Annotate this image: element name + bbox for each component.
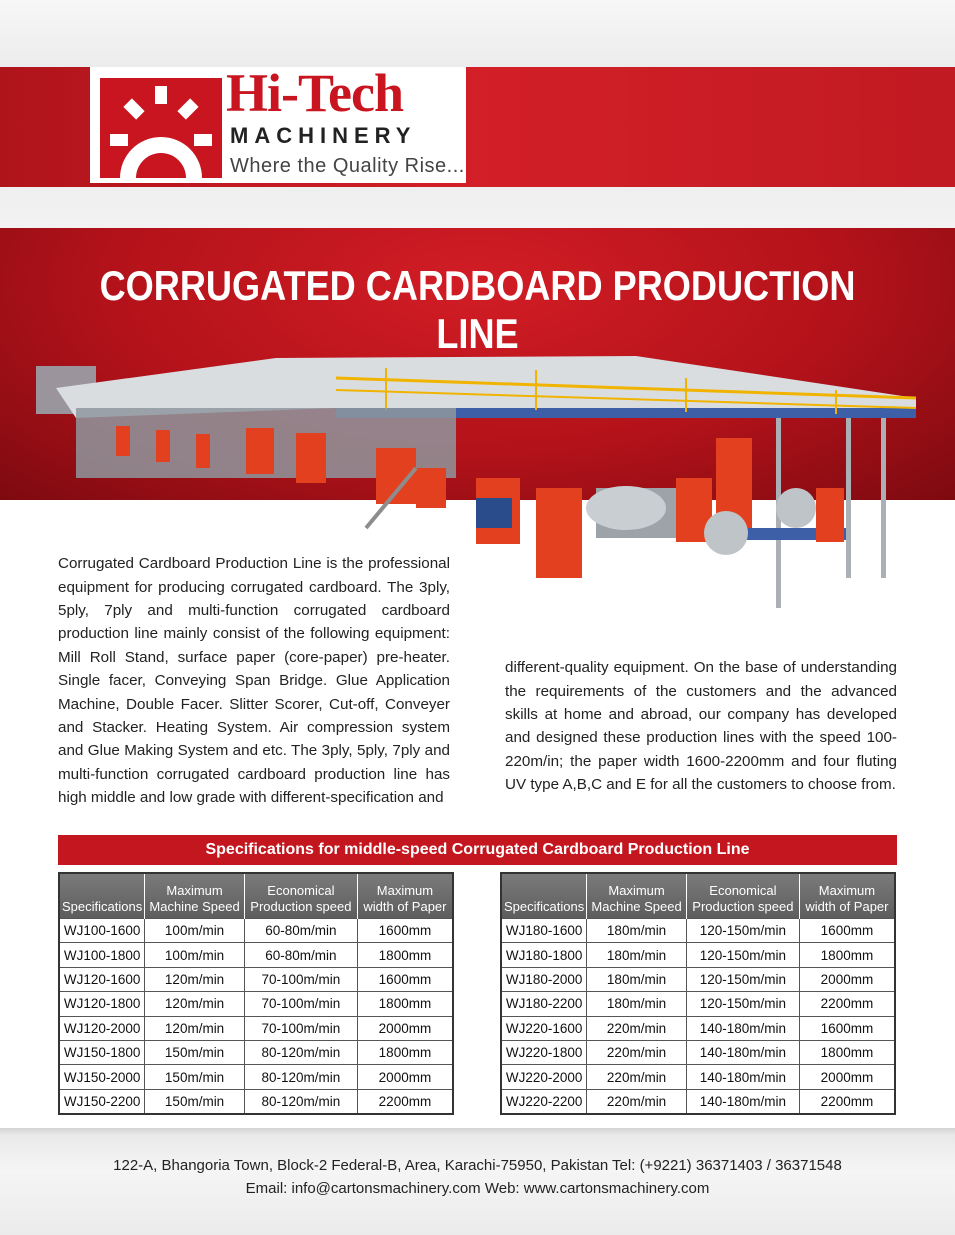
table-cell: 60-80m/min [244, 919, 357, 943]
table-cell: WJ220-1600 [501, 1016, 587, 1040]
page-title: CORRUGATED CARDBOARD PRODUCTION LINE [99, 262, 856, 357]
table-cell: 1600mm [799, 919, 895, 943]
table-row [59, 1065, 453, 1089]
table-cell: WJ100-1600 [59, 919, 145, 943]
table-cell: 120m/min [145, 992, 245, 1016]
table-cell: 180m/min [587, 992, 687, 1016]
table-cell: WJ150-2000 [59, 1065, 145, 1089]
table-cell: WJ220-1800 [501, 1040, 587, 1064]
table-cell: 70-100m/min [244, 992, 357, 1016]
table-cell: WJ180-2000 [501, 967, 587, 991]
brand-name: Hi-Tech [226, 63, 404, 123]
table-row [59, 943, 453, 967]
brand-tagline: Where the Quality Rise... [230, 155, 465, 177]
table-cell: 70-100m/min [244, 1016, 357, 1040]
brand-subtitle: MACHINERY [230, 123, 417, 148]
table-cell: 100m/min [145, 919, 245, 943]
table-cell: 70-100m/min [244, 967, 357, 991]
spec-table-left [58, 872, 454, 1115]
table-cell: 80-120m/min [244, 1065, 357, 1089]
table-row [59, 967, 453, 991]
table-cell: 2000mm [799, 967, 895, 991]
table-row [59, 992, 453, 1016]
table-row [501, 967, 895, 991]
footer-address: 122-A, Bhangoria Town, Block-2 Federal-B, Area, Karachi-75950, Pakistan Tel: (+9221) 36371403 / 36371548 [113, 1157, 842, 1174]
table-cell: 60-80m/min [244, 943, 357, 967]
table-cell: 120-150m/min [686, 943, 799, 967]
table-cell: 220m/min [587, 1040, 687, 1064]
table-cell: 120-150m/min [686, 992, 799, 1016]
table-cell: 150m/min [145, 1089, 245, 1114]
table-row [501, 1040, 895, 1064]
table-cell: 180m/min [587, 919, 687, 943]
col-header-paper-width: Maximum width of Paper [799, 873, 895, 919]
spec-section-title: Specifications for middle-speed Corrugated Cardboard Production Line [58, 835, 897, 865]
table-cell: 220m/min [587, 1089, 687, 1114]
table-row [501, 1016, 895, 1040]
table-cell: 120m/min [145, 1016, 245, 1040]
table-cell: 220m/min [587, 1065, 687, 1089]
intro-paragraph-2: different-quality equipment. On the base of understanding the requirements of the customers and the advanced skills at home and abroad, our company has developed and designed these production lines with the speed 100-220m/in; the paper width 1600-2200mm and four fluting UV type A,B,C and E for all the customers to choose from. [505, 659, 897, 794]
table-row [501, 992, 895, 1016]
table-cell: 180m/min [587, 967, 687, 991]
table-cell: WJ100-1800 [59, 943, 145, 967]
table-cell: WJ180-2200 [501, 992, 587, 1016]
table-cell: 2000mm [357, 1016, 453, 1040]
table-cell: WJ150-1800 [59, 1040, 145, 1064]
spec-table-right [500, 872, 896, 1115]
table-cell: WJ120-2000 [59, 1016, 145, 1040]
table-cell: 2200mm [799, 1089, 895, 1114]
table-row [59, 1040, 453, 1064]
col-header-max-speed: Maximum Machine Speed [145, 873, 245, 919]
table-row [59, 919, 453, 943]
table-cell: 2200mm [357, 1089, 453, 1114]
col-header-spec: Specifications [501, 873, 587, 919]
table-cell: 140-180m/min [686, 1089, 799, 1114]
intro-paragraph-1: Corrugated Cardboard Production Line is the professional equipment for producing corrugated cardboard. The 3ply, 5ply, 7ply and multi-function corrugated cardboard production line mainly consist of the following equipment: Mill Roll Stand, surface paper (core-paper) pre-heater. Single facer, Conveying Span Bridge. Glue Application Machine, Double Facer. Slitter Scorer, Cut-off, Conveyer and Stacker. Heating System. Air compression system and Glue Making System and etc. The 3ply, 5ply, 7ply and multi-function corrugated cardboard production line has high middle and low grade with different-specification and [58, 555, 450, 807]
table-cell: 150m/min [145, 1040, 245, 1064]
col-header-econ-speed: Economical Production speed [686, 873, 799, 919]
table-cell: WJ180-1600 [501, 919, 587, 943]
table-row [501, 1089, 895, 1114]
table-cell: 1600mm [357, 919, 453, 943]
table-cell: 80-120m/min [244, 1089, 357, 1114]
table-cell: 1800mm [799, 1040, 895, 1064]
spec-table-right-body [501, 919, 895, 1115]
table-cell: 150m/min [145, 1065, 245, 1089]
table-cell: 1800mm [799, 943, 895, 967]
col-header-econ-speed: Economical Production speed [244, 873, 357, 919]
table-cell: 120m/min [145, 967, 245, 991]
table-cell: 1800mm [357, 1040, 453, 1064]
table-cell: 1600mm [799, 1016, 895, 1040]
table-cell: 120-150m/min [686, 967, 799, 991]
table-cell: 220m/min [587, 1016, 687, 1040]
table-row [501, 1065, 895, 1089]
table-cell: 2000mm [357, 1065, 453, 1089]
table-cell: 1600mm [357, 967, 453, 991]
table-cell: WJ120-1600 [59, 967, 145, 991]
col-header-max-speed: Maximum Machine Speed [587, 873, 687, 919]
spec-table-left-body [59, 919, 453, 1115]
table-cell: WJ150-2200 [59, 1089, 145, 1114]
table-cell: WJ120-1800 [59, 992, 145, 1016]
table-cell: 140-180m/min [686, 1016, 799, 1040]
col-header-spec: Specifications [59, 873, 145, 919]
table-row [59, 1089, 453, 1114]
col-header-paper-width: Maximum width of Paper [357, 873, 453, 919]
table-cell: 140-180m/min [686, 1065, 799, 1089]
table-cell: 1800mm [357, 992, 453, 1016]
gear-logo-icon [100, 78, 222, 178]
table-cell: 120-150m/min [686, 919, 799, 943]
table-cell: 80-120m/min [244, 1040, 357, 1064]
table-cell: 180m/min [587, 943, 687, 967]
table-row [501, 919, 895, 943]
table-cell: 140-180m/min [686, 1040, 799, 1064]
table-row [59, 1016, 453, 1040]
footer-contact: Email: info@cartonsmachinery.com Web: www.cartonsmachinery.com [245, 1180, 710, 1197]
table-row [501, 943, 895, 967]
table-cell: 1800mm [357, 943, 453, 967]
table-cell: WJ220-2000 [501, 1065, 587, 1089]
table-cell: 2000mm [799, 1065, 895, 1089]
table-cell: 100m/min [145, 943, 245, 967]
table-cell: 2200mm [799, 992, 895, 1016]
table-cell: WJ180-1800 [501, 943, 587, 967]
table-cell: WJ220-2200 [501, 1089, 587, 1114]
